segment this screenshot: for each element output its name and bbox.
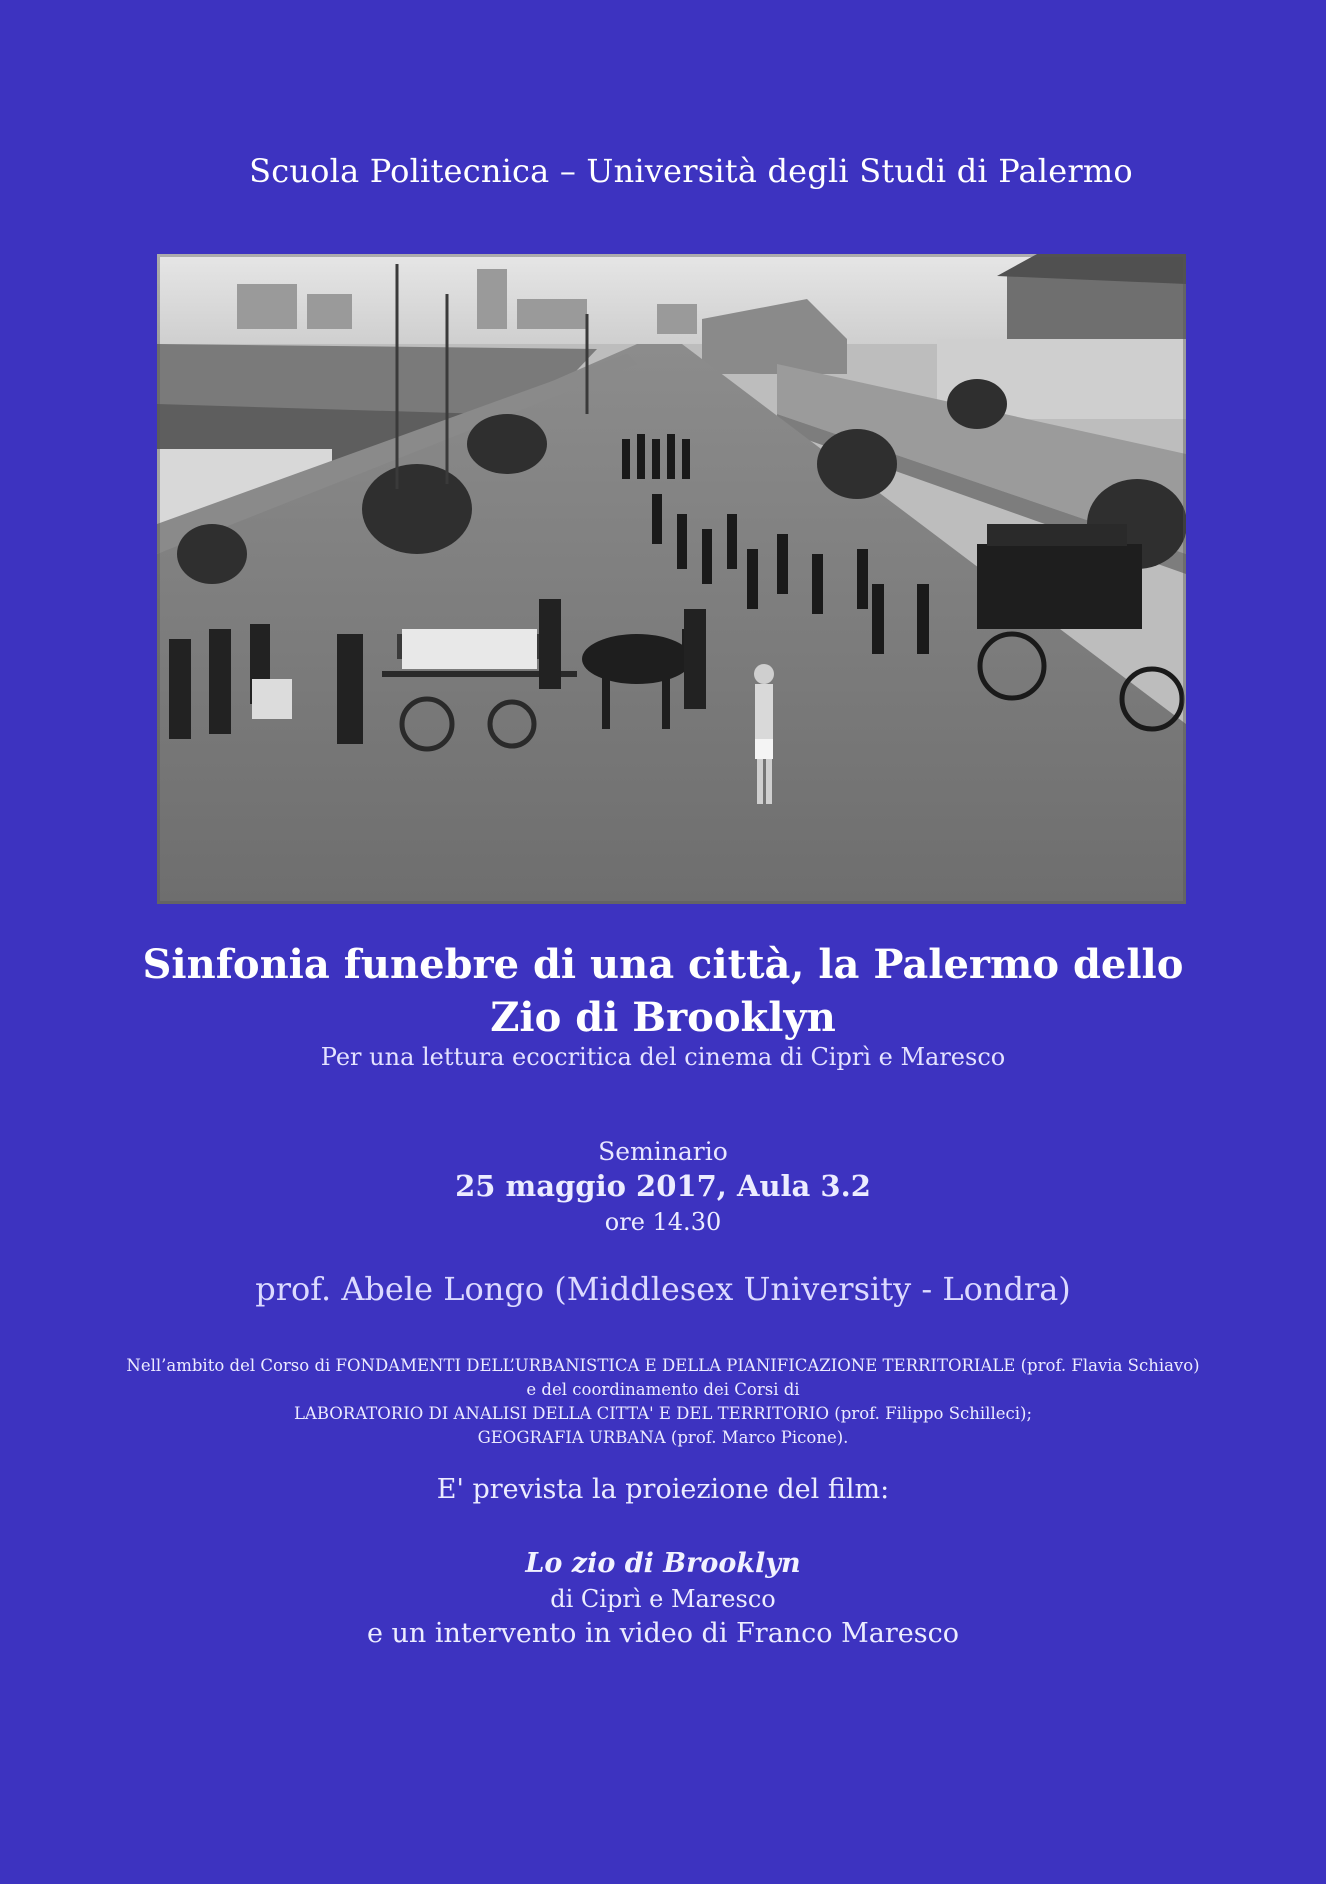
film-still-image xyxy=(157,254,1186,904)
event-date-room: 25 maggio 2017, Aula 3.2 xyxy=(455,1169,871,1203)
film-title: Lo zio di Brooklyn xyxy=(525,1548,801,1579)
context-line-4: GEOGRAFIA URBANA (prof. Marco Picone). xyxy=(477,1428,849,1447)
context-line-1: Nell’ambito del Corso di FONDAMENTI DELL’URBANISTICA E DELLA PIANIFICAZIONE TERRITORIALE (prof. Flavia Schiavo) xyxy=(126,1356,1200,1375)
projection-intro: E' prevista la proiezione del film: xyxy=(436,1474,890,1505)
institution-header: Scuola Politecnica – Università degli Studi di Palermo xyxy=(249,152,1133,190)
event-type: Seminario xyxy=(598,1137,728,1166)
event-subtitle: Per una lettura ecocritica del cinema di Ciprì e Maresco xyxy=(320,1043,1006,1071)
course-context xyxy=(0,1354,1326,1450)
event-title: Sinfonia funebre di una città, la Palermo dello Zio di Brooklyn xyxy=(142,941,1184,1041)
film-authors: di Ciprì e Maresco xyxy=(550,1585,776,1613)
speaker: prof. Abele Longo (Middlesex University - Londra) xyxy=(255,1270,1071,1308)
video-note: e un intervento in video di Franco Maresco xyxy=(366,1618,960,1649)
event-time: ore 14.30 xyxy=(604,1208,722,1236)
context-line-2: e del coordinamento dei Corsi di xyxy=(526,1380,800,1399)
context-line-3: LABORATORIO DI ANALISI DELLA CITTA' E DEL TERRITORIO (prof. Filippo Schilleci); xyxy=(293,1404,1033,1423)
